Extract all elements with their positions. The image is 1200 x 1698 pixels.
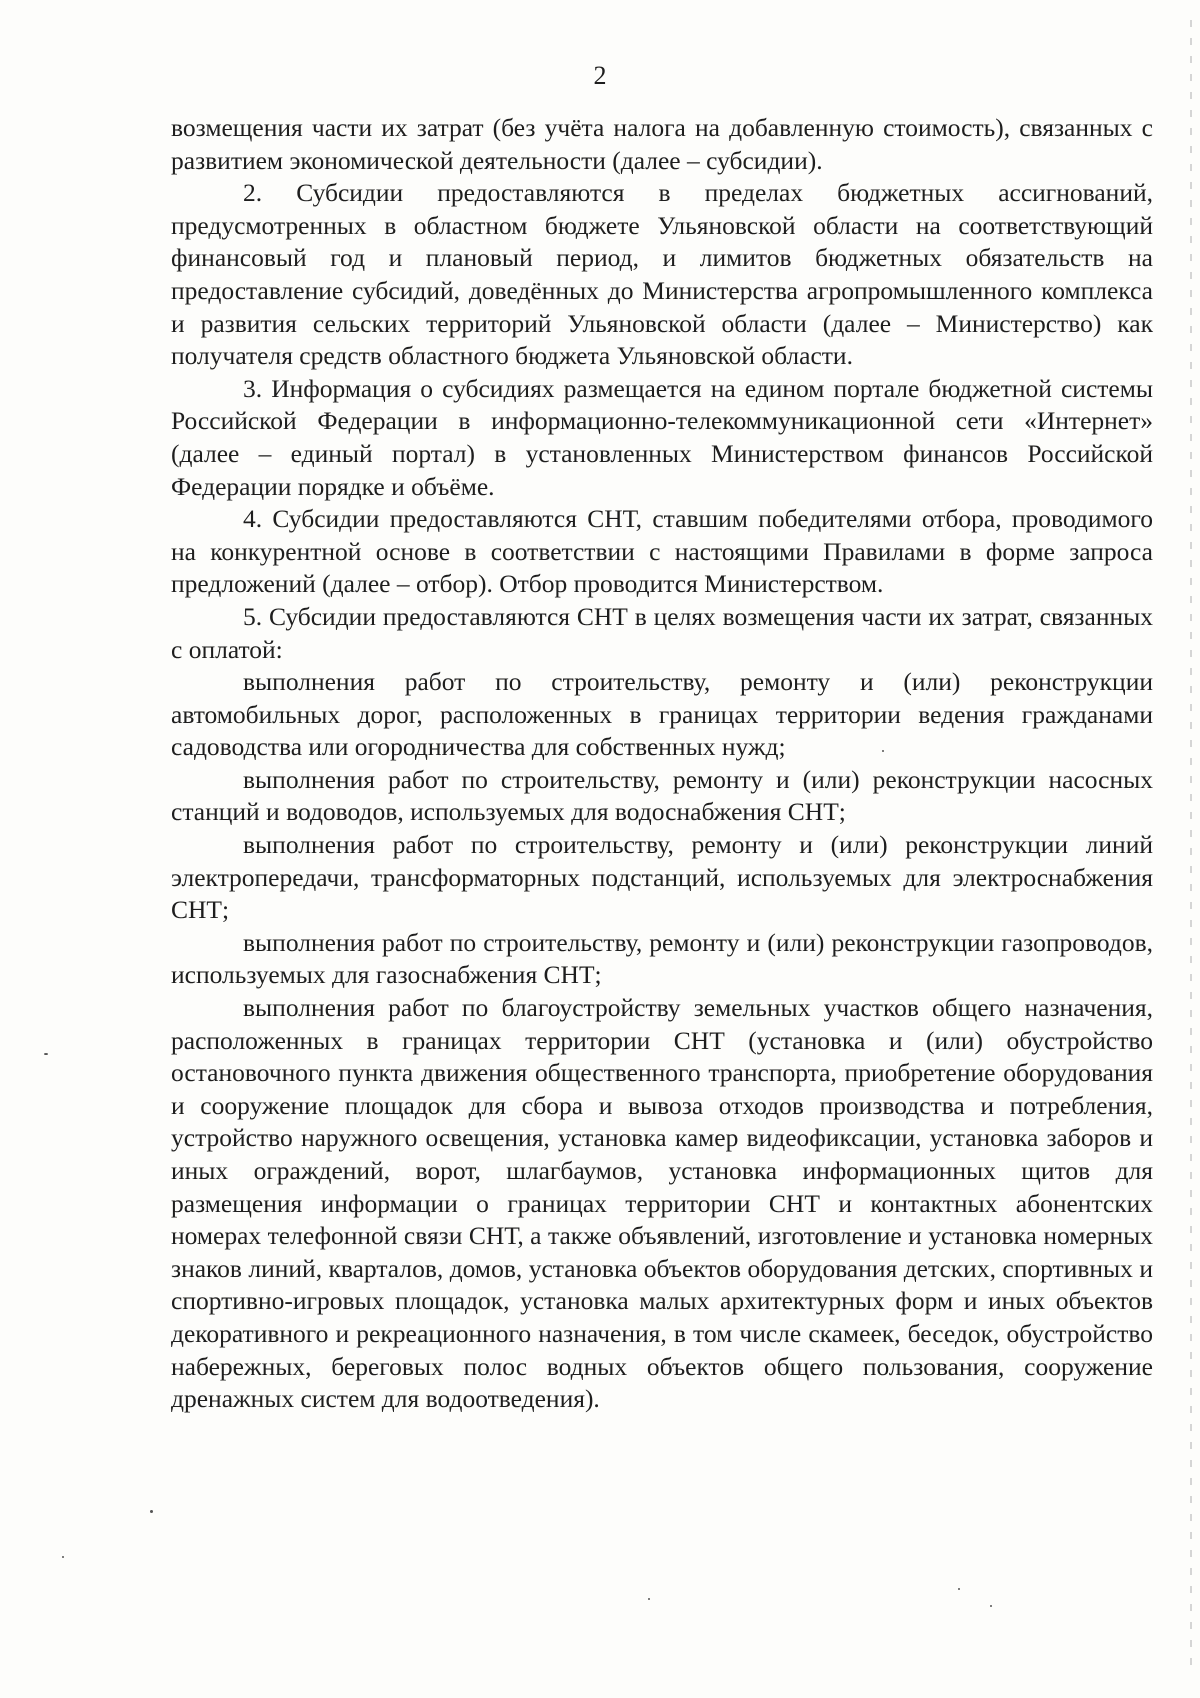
scan-speck: [958, 1588, 960, 1590]
paragraph-item-3: 3. Информация о субсидиях размещается на едином портале бюджетной системы Российской Федерации в информационно-телекоммуникационной сети «Интернет» (далее – единый портал) в установленных Министерством финансов Российской Федерации порядке и объёме.: [171, 373, 1153, 501]
scan-speck: [882, 750, 884, 752]
paragraph-item-5-water: выполнения работ по строительству, ремонту и (или) реконструкции насосных станций и водоводов, используемых для водоснабжения СНТ;: [171, 764, 1153, 827]
paragraph-item-2: 2. Субсидии предоставляются в пределах бюджетных ассигнований, предусмотренных в областном бюджете Ульяновской области на соответствующий финансовый год и плановый период, и лимитов бюджетных обязательств на предоставление субсидий, доведённых до Министерства агропромышленного комплекса и развития сельских территорий Ульяновской области (далее – Министерство) как получателя средств областного бюджета Ульяновской области.: [171, 178, 1153, 371]
paragraph-item-5-power: выполнения работ по строительству, ремонту и (или) реконструкции линий электропередачи, трансформаторных подстанций, используемых для электроснабжения СНТ;: [171, 830, 1153, 925]
scan-speck: [150, 1510, 153, 1513]
scan-speck: [648, 1598, 650, 1600]
paragraph-item-4: 4. Субсидии предоставляются СНТ, ставшим победителями отбора, проводимого на конкурентной основе в соответствии с настоящими Правилами в форме запроса предложений (далее – отбор). Отбор проводится Министерством.: [171, 504, 1153, 599]
scan-speck: [44, 1053, 48, 1055]
page-number: 2: [593, 61, 607, 90]
paragraph-item-5-landscaping: выполнения работ по благоустройству земельных участков общего назначения, расположенных в границах территории СНТ (установка и (или) обустройство остановочного пункта движения общественного транспорта, приобретение оборудования и сооружение площадок для сбора и вывоза отходов производства и потребления, устройство наружного освещения, установка камер видеофиксации, установка заборов и иных ограждений, ворот, шлагбаумов, установка информационных щитов для размещения информации о границах территории СНТ и контактных абонентских номерах телефонной связи СНТ, а также объявлений, изготовление и установка номерных знаков линий, кварталов, домов, установка объектов оборудования детских, спортивных и спортивно-игровых площадок, установка малых архитектурных форм и иных объектов декоративного и рекреационного назначения, в том числе скамеек, беседок, обустройство набережных, береговых полос водных объектов общего пользования, сооружение дренажных систем для водоотведения).: [171, 993, 1153, 1414]
paragraph-item-5: 5. Субсидии предоставляются СНТ в целях возмещения части их затрат, связанных с оплатой:: [171, 601, 1153, 664]
paragraph-continuation: возмещения части их затрат (без учёта налога на добавленную стоимость), связанных с развитием экономической деятельности (далее – субсидии).: [171, 113, 1153, 175]
paragraph-item-5-roads: выполнения работ по строительству, ремонту и (или) реконструкции автомобильных дорог, расположенных в границах территории ведения гражданами садоводства или огородничества для собственных нужд;: [171, 667, 1153, 762]
scan-edge-noise: [1190, 20, 1192, 1670]
scan-speck: [990, 1605, 992, 1607]
document-body: [171, 112, 1153, 1416]
paragraph-item-5-gas: выполнения работ по строительству, ремонту и (или) реконструкции газопроводов, используемых для газоснабжения СНТ;: [171, 927, 1153, 990]
scan-speck: [62, 1556, 64, 1558]
